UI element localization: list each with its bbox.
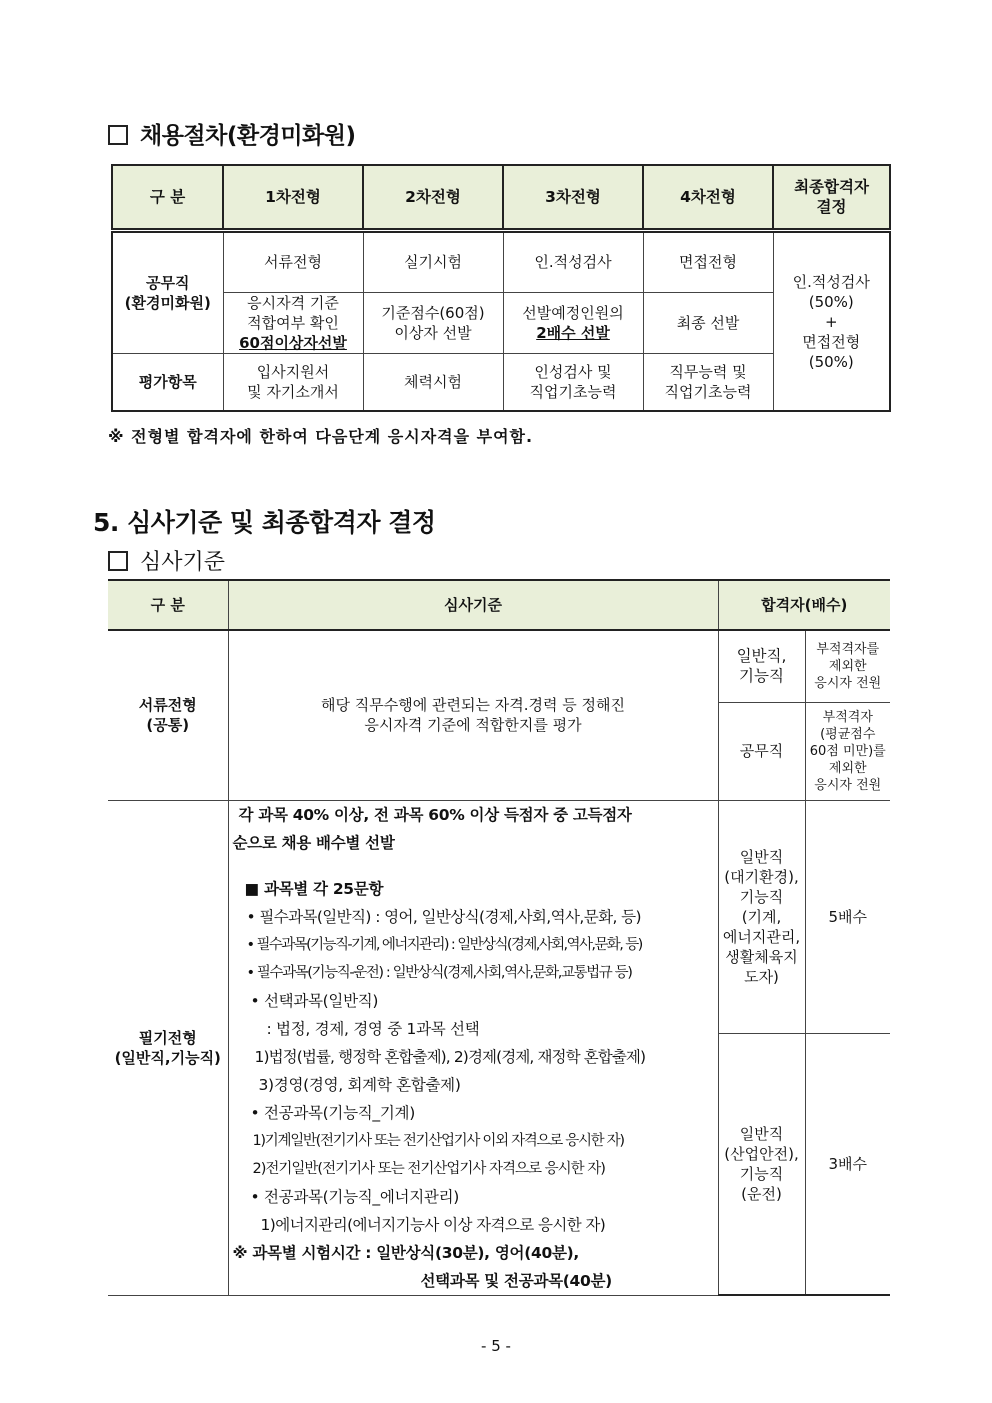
row-label-public-worker (112, 232, 223, 353)
eval3 (503, 353, 643, 411)
header-final (773, 165, 890, 229)
t2-header-result: 합격자(배수) (718, 580, 890, 630)
doc-sub2-type: 공무직 (718, 702, 805, 800)
final-line3: + (824, 312, 838, 331)
written-sub1-type-line4: (기계, (741, 907, 782, 926)
written-line-13: 1)기계일반(전기기사 또는 전기산업기사 이외 자격으로 응시한 자) (252, 1132, 624, 1149)
final-line4: 면접전형 (802, 332, 861, 351)
final-decision-cell (773, 232, 890, 411)
written-line-3 (233, 857, 714, 875)
written-line-18: 선택과목 및 전공과목(40분) (420, 1271, 612, 1290)
procedure-table-body (111, 231, 891, 412)
written-sub1-type-line5: 에너지관리, (722, 927, 801, 946)
written-sub1-type (718, 800, 805, 1034)
written-label-line1: 필기전형 (138, 1028, 197, 1047)
eval3-line2: 직업기초능력 (529, 382, 617, 401)
written-line-4: ■ 과목별 각 25문항 (244, 879, 384, 898)
doc-sub2-result-line1: 부적격자 (822, 709, 873, 725)
section5-title: 5. 심사기준 및 최종합격자 결정 (93, 508, 436, 537)
written-line-11: 3)경영(경영, 회계학 혼합출제) (258, 1075, 461, 1094)
doc-criteria-line1: 해당 직무수행에 관련되는 자격.경력 등 정해진 (321, 696, 625, 715)
doc-sub1-result-line2: 제외한 (828, 658, 867, 674)
written-sub2-type-line2: (산업안전), (724, 1145, 799, 1164)
row-label-line2: (환경미화원) (124, 293, 211, 312)
written-line-10: 1)법정(법률, 행정학 혼합출제), 2)경제(경제, 재정학 혼합출제) (254, 1047, 646, 1066)
written-sub1-result: 5배수 (805, 800, 890, 1034)
doc-screening-criteria (228, 630, 718, 800)
section-title-hiring-procedure (108, 117, 356, 150)
doc-sub2-result-line4: 제외한 (828, 760, 867, 776)
procedure-table-header (111, 164, 891, 230)
header-category: 구 분 (112, 165, 223, 229)
written-line-7: • 필수과목(기능직-운전) : 일반상식(경제,사회,역사,문화,교통법규 등) (246, 964, 632, 981)
stage-note: ※ 전형별 합격자에 한하여 다음단계 응시자격을 부여함. (108, 427, 534, 446)
stage2-criteria (363, 292, 503, 353)
written-sub1-type-line7: 도자) (744, 967, 779, 986)
eval2: 체력시험 (363, 353, 503, 411)
stage1-name: 서류전형 (223, 232, 363, 292)
criteria1-line2: 적합여부 확인 (247, 313, 339, 332)
written-sub2-type-line3: 기능직 (739, 1165, 784, 1184)
written-line-5: • 필수과목(일반직) : 영어, 일반상식(경제,사회,역사,문화, 등) (246, 907, 641, 926)
stage2-name: 실기시험 (363, 232, 503, 292)
written-line-15: • 전공과목(기능직_에너지관리) (250, 1187, 459, 1206)
t2-header-criteria: 심사기준 (228, 580, 718, 630)
doc-sub1-type-line1: 일반직, (736, 647, 787, 666)
criteria3-line2: 2배수 선발 (536, 323, 610, 342)
written-sub2-type-line4: (운전) (741, 1185, 782, 1204)
written-exam-label (108, 800, 228, 1295)
written-line-8: • 선택과목(일반직) (250, 991, 379, 1010)
doc-sub1-result-line1: 부적격자를 (816, 641, 880, 657)
written-sub1-type-line3: 기능직 (739, 887, 784, 906)
written-line-6: • 필수과목(기능직-기계, 에너지관리) : 일반상식(경제,사회,역사,문화, 등) (246, 936, 642, 953)
stage3-criteria (503, 292, 643, 353)
checkbox-square-icon (108, 551, 128, 571)
written-line-12: • 전공과목(기능직_기계) (250, 1103, 415, 1122)
row-label-line1: 공무직 (146, 273, 190, 292)
eval1-line2: 및 자기소개서 (247, 382, 339, 401)
final-line1: 인.적성검사 (792, 272, 870, 291)
written-sub2-result: 3배수 (805, 1034, 890, 1295)
doc-label-line1: 서류전형 (138, 696, 197, 715)
written-exam-criteria (228, 800, 718, 1295)
header-final-line1: 최종합격자 (794, 178, 869, 196)
written-sub1-type-line1: 일반직 (739, 847, 784, 866)
written-sub1-type-line6: 생활체육지 (725, 947, 798, 966)
doc-sub2-result-line2: (평균점수 (820, 726, 876, 742)
written-line-16: 1)에너지관리(에너지기능사 이상 자격으로 응시한 자) (260, 1215, 606, 1234)
eval1-line1: 입사지원서 (256, 362, 330, 381)
page-number: - 5 - (481, 1337, 511, 1355)
written-sub1-type-line2: (대기환경), (724, 867, 799, 886)
doc-sub1-result (805, 630, 890, 702)
doc-sub2-result-line3: 60점 미만)를 (809, 743, 886, 759)
eval-items-label: 평가항목 (112, 353, 223, 411)
final-line5: (50%) (808, 352, 854, 371)
t2-header-category: 구 분 (108, 580, 228, 630)
doc-sub1-type (718, 630, 805, 702)
doc-sub1-result-line3: 응시자 전원 (814, 675, 882, 691)
doc-screening-label (108, 630, 228, 800)
doc-sub1-type-line2: 기능직 (739, 667, 784, 686)
final-line2: (50%) (808, 292, 854, 311)
header-stage3: 3차전형 (503, 165, 643, 229)
section-title-text: 채용절차(환경미화원) (140, 123, 356, 149)
subsection-title (108, 545, 225, 576)
written-sub2-type (718, 1034, 805, 1295)
stage4-criteria: 최종 선발 (643, 292, 773, 353)
checkbox-square-icon (108, 125, 128, 145)
written-label-line2: (일반직,기능직) (114, 1048, 221, 1067)
written-line-14: 2)전기일반(전기기사 또는 전기산업기사 자격으로 응시한 자) (252, 1160, 605, 1177)
doc-sub2-result-line5: 응시자 전원 (814, 777, 882, 793)
stage3-name: 인.적성검사 (503, 232, 643, 292)
written-line-17: ※ 과목별 시험시간 : 일반상식(30분), 영어(40분), (232, 1243, 579, 1262)
doc-sub2-result (805, 702, 890, 800)
doc-criteria-line2: 응시자격 기준에 적합한지를 평가 (364, 716, 582, 735)
criteria2-line1: 기준점수(60점) (381, 303, 485, 322)
header-stage4: 4차전형 (643, 165, 773, 229)
criteria2-line2: 이상자 선발 (394, 323, 472, 342)
eval4 (643, 353, 773, 411)
criteria-table (108, 579, 890, 1296)
doc-label-line2: (공통) (146, 716, 190, 735)
criteria3-line1: 선발예정인원의 (522, 303, 624, 322)
eval1 (223, 353, 363, 411)
header-stage1: 1차전형 (223, 165, 363, 229)
eval4-line2: 직업기초능력 (664, 382, 752, 401)
written-line-2: 순으로 채용 배수별 선발 (232, 833, 395, 852)
criteria1-line1: 응시자격 기준 (247, 293, 339, 312)
subsection-title-text: 심사기준 (140, 550, 226, 575)
eval3-line1: 인성검사 및 (534, 362, 612, 381)
eval4-line1: 직무능력 및 (669, 362, 747, 381)
header-stage2: 2차전형 (363, 165, 503, 229)
header-final-line2: 결정 (816, 198, 847, 216)
stage1-criteria (223, 292, 363, 353)
written-sub2-type-line1: 일반직 (739, 1125, 784, 1144)
written-line-9: : 법정, 경제, 경영 중 1과목 선택 (266, 1019, 480, 1038)
stage4-name: 면접전형 (643, 232, 773, 292)
written-line-1: 각 과목 40% 이상, 전 과목 60% 이상 득점자 중 고득점자 (238, 805, 632, 824)
criteria1-line3: 60점이상자선발 (239, 333, 347, 352)
